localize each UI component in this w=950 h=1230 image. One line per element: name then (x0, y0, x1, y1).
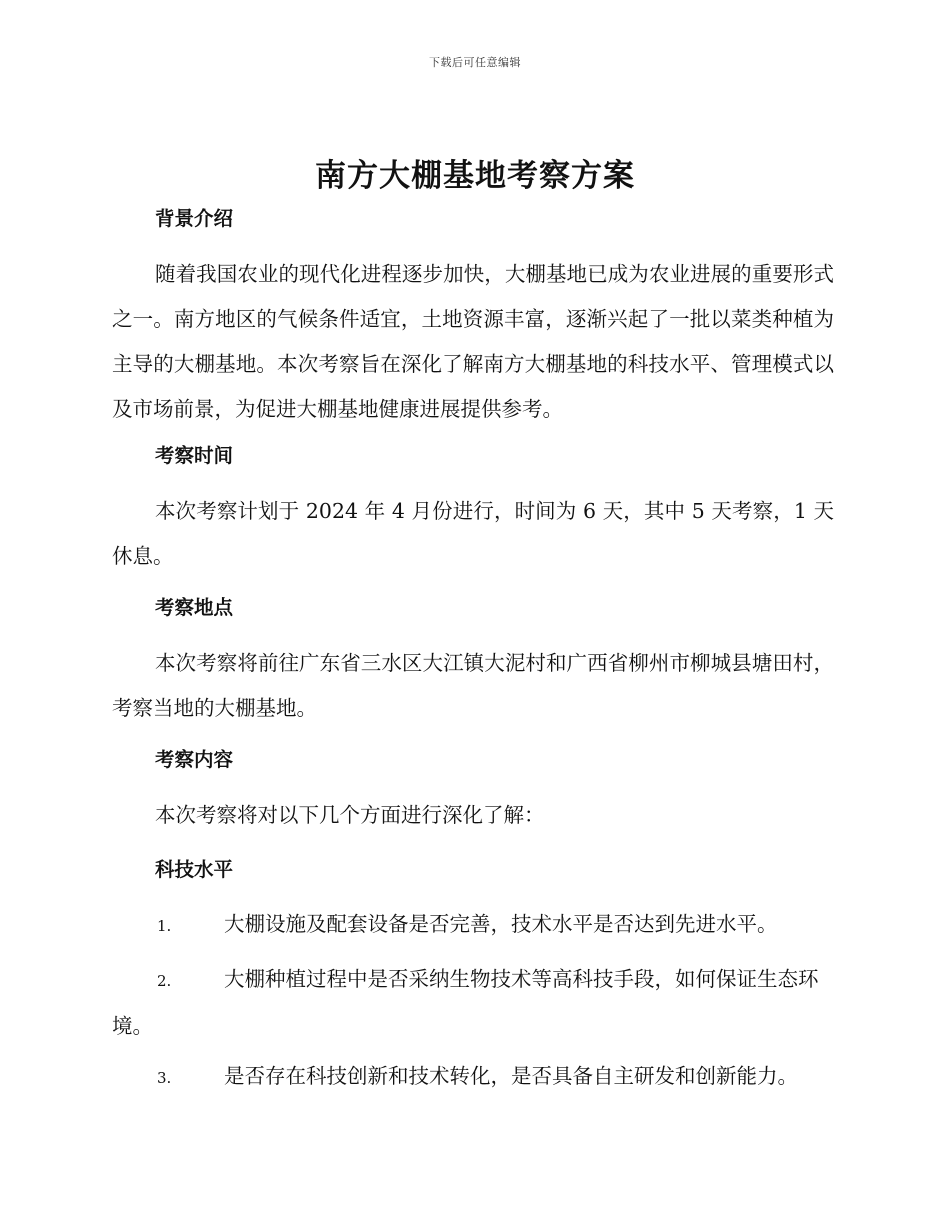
heading-tech: 科技水平 (155, 858, 234, 881)
paragraph-location: 本次考察将前往广东省三水区大江镇大泥村和广西省柳州市柳城县塘田村，考察当地的大棚基地。 (112, 651, 834, 720)
list-text: 是否存在科技创新和技术转化，是否具备自主研发和创新能力。 (224, 1064, 798, 1088)
list-item (112, 1054, 834, 1101)
list-item (112, 957, 834, 1049)
paragraph-background: 随着我国农业的现代化进程逐步加快，大棚基地已成为农业进展的重要形式之一。南方地区的气候条件适宜，土地资源丰富，逐渐兴起了一批以菜类种植为主导的大棚基地。本次考察旨在深化了解南方大棚基地的科技水平、管理模式以及市场前景，为促进大棚基地健康进展提供参考。 (112, 262, 834, 421)
paragraph-time: 本次考察计划于 2024 年 4 月份进行，时间为 6 天，其中 5 天考察，1 天休息。 (112, 499, 834, 568)
list-item (112, 902, 834, 949)
list-number: 3. (157, 1069, 172, 1087)
paragraph-content: 本次考察将对以下几个方面进行深化了解： (155, 803, 545, 827)
heading-content: 考察内容 (155, 748, 234, 771)
document-title: 南方大棚基地考察方案 (315, 158, 635, 194)
list-text: 大棚设施及配套设备是否完善，技术水平是否达到先进水平。 (224, 912, 778, 936)
heading-time: 考察时间 (155, 444, 234, 467)
heading-background: 背景介绍 (155, 207, 234, 230)
list-number: 2. (157, 972, 172, 990)
header-note: 下载后可任意编辑 (429, 56, 521, 69)
list-text: 大棚种植过程中是否采纳生物技术等高科技手段，如何保证生态环境。 (112, 967, 819, 1038)
heading-location: 考察地点 (155, 596, 234, 619)
list-number: 1. (157, 917, 172, 935)
